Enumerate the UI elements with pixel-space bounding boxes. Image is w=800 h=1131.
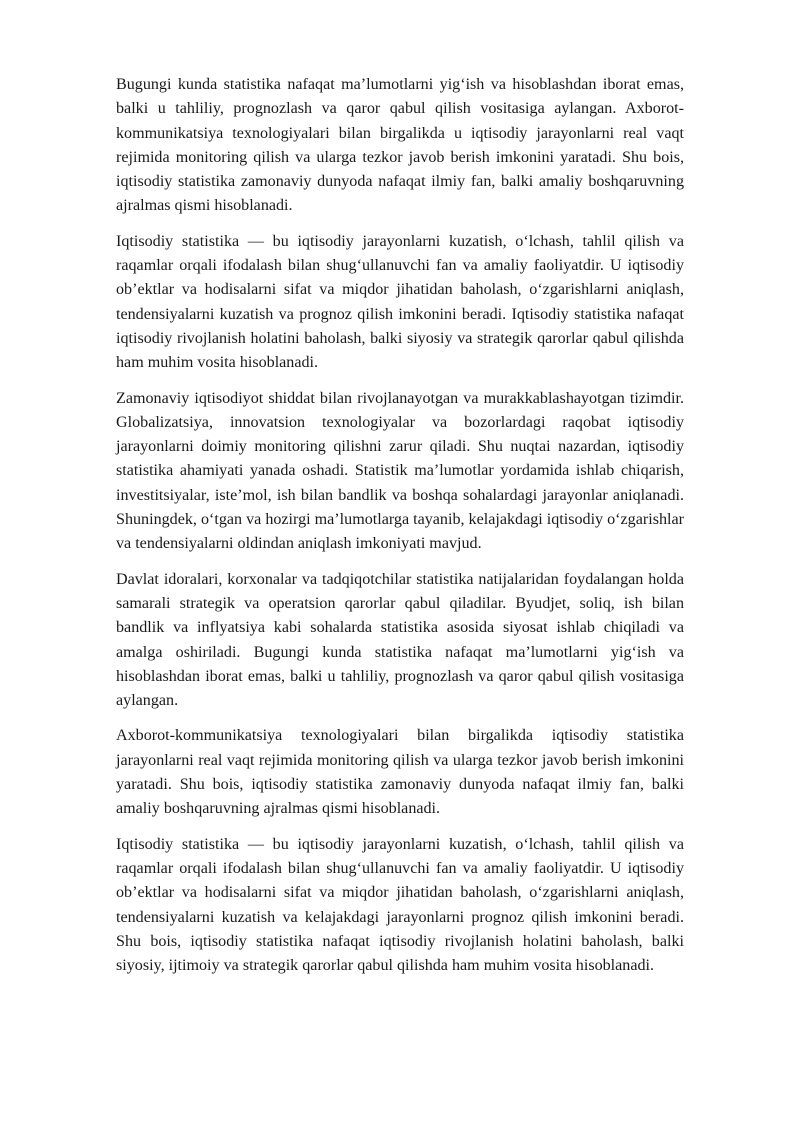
paragraph-6: Iqtisodiy statistika — bu iqtisodiy jarayonlarni kuzatish, o‘lchash, tahlil qilish va raqamlar orqali ifodalash bilan shug‘ullanuvchi fan va amaliy faoliyatdir. U iqtisodiy ob’ektlar va hodisalarni sifat va miqdor jihatidan baholash, o‘zgarishlarni aniqlash, tendensiyalarni kuzatish va kelajakdagi jarayonlarni prognoz qilish imkonini beradi. Shu bois, iqtisodiy statistika nafaqat iqtisodiy rivojlanish holatini baholash, balki siyosiy, ijtimoiy va strategik qarorlar qabul qilishda ham muhim vosita hisoblanadi.	[116, 835, 684, 975]
paragraph-3: Zamonaviy iqtisodiyot shiddat bilan rivojlanayotgan va murakkablashayotgan tizimdir. Globalizatsiya, innovatsion texnologiyalar va bozorlardagi raqobat iqtisodiy jarayonlarni doimiy monitoring qilishni zarur qiladi. Shu nuqtai nazardan, iqtisodiy statistika ahamiyati yanada oshadi. Statistik ma’lumotlar yordamida ishlab chiqarish, investitsiyalar, iste’mol, ish bilan bandlik va boshqa sohalardagi jarayonlar aniqlanadi. Shuningdek, o‘tgan va hozirgi ma’lumotlarga tayanib, kelajakdagi iqtisodiy o‘zgarishlar va tendensiyalarni oldindan aniqlash imkoniyati mavjud.	[116, 389, 684, 553]
paragraph-5: Axborot-kommunikatsiya texnologiyalari bilan birgalikda iqtisodiy statistika jarayonlarni real vaqt rejimida monitoring qilish va ularga tezkor javob berish imkonini yaratadi. Shu bois, iqtisodiy statistika zamonaviy dunyoda nafaqat ilmiy fan, balki amaliy boshqaruvning ajralmas qismi hisoblanadi.	[116, 727, 684, 818]
paragraph-1: Bugungi kunda statistika nafaqat ma’lumotlarni yig‘ish va hisoblashdan iborat emas, balki u tahliliy, prognozlash va qaror qabul qilish vositasiga aylangan. Axborot-kommunikatsiya texnologiyalari bilan birgalikda u iqtisodiy jarayonlarni real vaqt rejimida monitoring qilish va ularga tezkor javob berish imkonini yaratadi. Shu bois, iqtisodiy statistika zamonaviy dunyoda nafaqat ilmiy fan, balki amaliy boshqaruvning ajralmas qismi hisoblanadi.	[116, 76, 684, 215]
paragraph-4: Davlat idoralari, korxonalar va tadqiqotchilar statistika natijalaridan foydalangan holda samarali strategik va operatsion qarorlar qabul qiladilar. Byudjet, soliq, ish bilan bandlik va inflyatsiya kabi sohalarda statistika asosida siyosat ishlab chiqiladi va amalga oshiriladi. Bugungi kunda statistika nafaqat ma’lumotlarni yig‘ish va hisoblashdan iborat emas, balki u tahliliy, prognozlash va qaror qabul qilish vositasiga aylangan.	[116, 570, 684, 710]
document-page	[116, 73, 684, 989]
paragraph-2: Iqtisodiy statistika — bu iqtisodiy jarayonlarni kuzatish, o‘lchash, tahlil qilish va raqamlar orqali ifodalash bilan shug‘ullanuvchi fan va amaliy faoliyatdir. U iqtisodiy ob’ektlar va hodisalarni sifat va miqdor jihatidan baholash, o‘zgarishlarni aniqlash, tendensiyalarni kuzatish va prognoz qilish imkonini beradi. Iqtisodiy statistika nafaqat iqtisodiy rivojlanish holatini baholash, balki siyosiy va strategik qarorlar qabul qilishda ham muhim vosita hisoblanadi.	[116, 232, 684, 372]
